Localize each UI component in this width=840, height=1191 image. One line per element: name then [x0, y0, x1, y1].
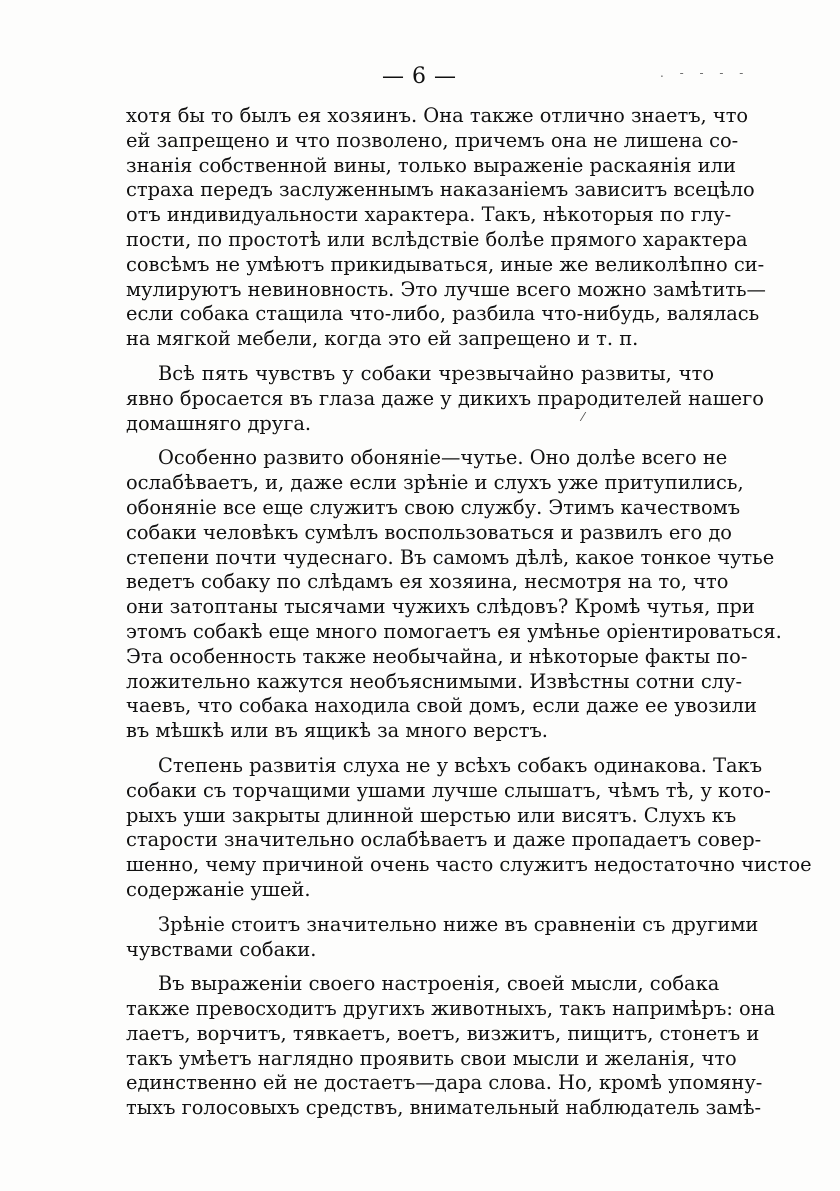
text-line: они затоптаны тысячами чужихъ слѣдовъ? Кромѣ чутья, при	[126, 595, 755, 619]
text-line: въ мѣшкѣ или въ ящикѣ за много верстъ.	[126, 719, 548, 743]
paragraph	[126, 753, 812, 903]
text-line: лаетъ, ворчитъ, тявкаетъ, воетъ, визжитъ, пищитъ, стонетъ и	[126, 1021, 760, 1045]
text-line: содержаніе ушей.	[126, 877, 311, 901]
text-line: пости, по простотѣ или вслѣдствіе болѣе прямого характера	[126, 227, 748, 251]
text-line: единственно ей не достаетъ—дара слова. Но, кромѣ упомяну-	[126, 1071, 763, 1095]
text-line: степени почти чудеснаго. Въ самомъ дѣлѣ, какое тонкое чутье	[126, 545, 775, 569]
text-line: отъ индивидуальности характера. Такъ, нѣкоторыя по глу-	[126, 203, 732, 227]
text-line: домашняго друга.	[126, 411, 312, 435]
paragraph	[126, 972, 776, 1121]
text-line: мулируютъ невиновность. Это лучше всего можно замѣтить—	[126, 277, 766, 301]
text-line: явно бросается въ глаза даже у дикихъ прародителей нашего	[126, 386, 764, 410]
text-line: рыхъ уши закрыты длинной шерстью или висятъ. Слухъ къ	[126, 803, 737, 827]
page-number-dash-right: —	[434, 64, 458, 89]
paragraph	[126, 104, 766, 352]
paragraph	[126, 446, 782, 744]
text-line: Въ выраженіи своего настроенія, своей мысли, собака	[158, 972, 720, 996]
text-line: ослабѣваетъ, и, даже если зрѣніе и слухъ уже притупились,	[126, 471, 744, 495]
text-line: тыхъ голосовыхъ средствъ, внимательный наблюдатель замѣ-	[126, 1096, 762, 1120]
text-line: Зрѣніе стоитъ значительно ниже въ сравненіи съ другими	[158, 912, 759, 936]
text-line: собаки съ торчащими ушами лучше слышатъ, чѣмъ тѣ, у кото-	[126, 778, 771, 802]
text-line: хотя бы то былъ ея хозяинъ. Она также отлично знаетъ, что	[126, 104, 749, 127]
text-line: чувствами собаки.	[126, 937, 317, 961]
paragraph	[126, 361, 764, 436]
text-line: старости значительно ослабѣваетъ и даже пропадаетъ совер-	[126, 828, 762, 852]
text-line: Особенно развито обоняніе—чутье. Оно долѣе всего не	[158, 446, 728, 470]
corner-marks: . - - - -	[660, 66, 750, 80]
paragraph	[126, 912, 759, 963]
text-line: на мягкой мебели, когда это ей запрещено и т. п.	[126, 327, 639, 351]
text-line: обоняніе все еще служитъ свою службу. Этимъ качествомъ	[126, 495, 741, 519]
text-line: Всѣ пять чувствъ у собаки чрезвычайно развиты, что	[158, 361, 714, 385]
text-line: этомъ собакѣ еще много помогаетъ ея умѣнье оріентироваться.	[126, 619, 782, 643]
text-line: ложительно кажутся необъяснимыми. Извѣстны сотни слу-	[126, 669, 742, 693]
text-line: совсѣмъ не умѣютъ прикидываться, иные же великолѣпно си-	[126, 252, 765, 276]
text-line: ей запрещено и что позволено, причемъ она не лишена со-	[126, 128, 739, 152]
text-line: Эта особенность также необычайна, и нѣкоторые факты по-	[126, 644, 748, 668]
text-line: страха передъ заслуженнымъ наказаніемъ зависитъ всецѣло	[126, 178, 755, 202]
text-line: также превосходитъ другихъ животныхъ, такъ напримѣръ: она	[126, 997, 776, 1021]
text-line: знанія собственной вины, только выраженіе раскаянія или	[126, 153, 736, 177]
page-number-dash-left: —	[382, 64, 406, 89]
text-line: собаки человѣкъ сумѣлъ воспользоваться и развилъ его до	[126, 520, 732, 544]
text-line: ведетъ собаку по слѣдамъ ея хозяина, несмотря на то, что	[126, 570, 729, 594]
text-line: чаевъ, что собака находила свой домъ, если даже ее увозили	[126, 694, 757, 718]
text-line: шенно, чему причиной очень часто служитъ недостаточно чистое	[126, 853, 812, 877]
text-line: такъ умѣетъ наглядно проявить свои мысли и желанія, что	[126, 1046, 737, 1070]
text-line: если собака стащила что-либо, разбила что-нибудь, валялась	[126, 302, 760, 326]
text-line: Степень развитія слуха не у всѣхъ собакъ одинакова. Такъ	[158, 753, 763, 777]
body-text	[126, 104, 812, 1131]
page-number: 6	[412, 64, 428, 89]
stray-ink-mark: ⁄	[582, 410, 585, 424]
